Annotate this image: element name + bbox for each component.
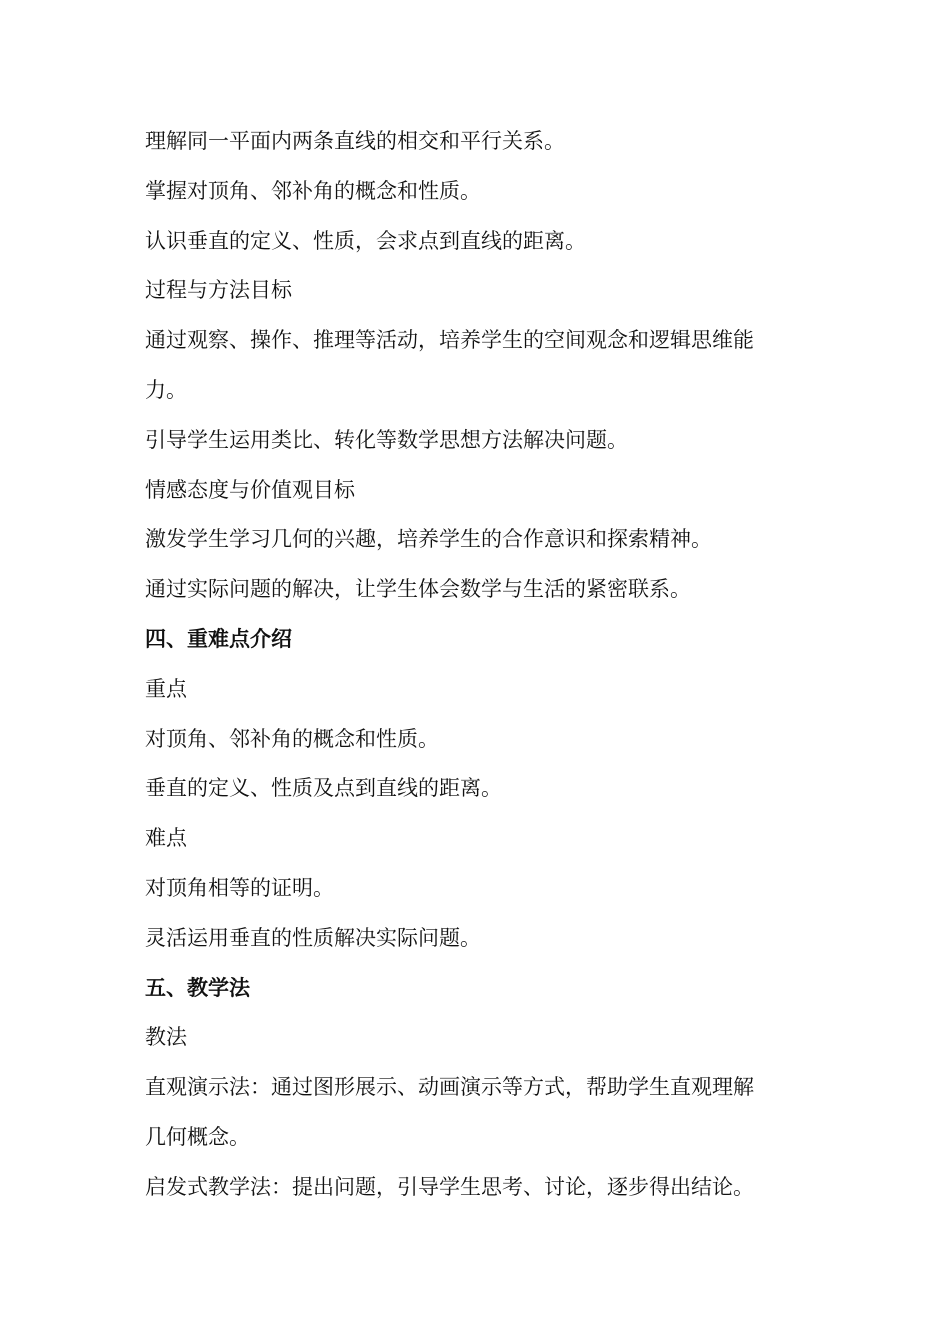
text-line: 通过观察、操作、推理等活动，培养学生的空间观念和逻辑思维能 [145,328,754,353]
text-line: 引导学生运用类比、转化等数学思想方法解决问题。 [145,427,628,452]
text-line: 过程与方法目标 [145,278,292,303]
text-line: 垂直的定义、性质及点到直线的距离。 [145,776,502,801]
text-line: 掌握对顶角、邻补角的概念和性质。 [145,178,481,203]
text-line: 启发式教学法：提出问题，引导学生思考、讨论，逐步得出结论。 [145,1174,754,1199]
document-body [145,117,825,1213]
section-heading: 四、重难点介绍 [145,626,292,651]
text-line: 理解同一平面内两条直线的相交和平行关系。 [145,129,565,153]
text-line: 难点 [145,826,187,851]
text-line: 力。 [145,377,187,402]
text-line: 情感态度与价值观目标 [145,477,355,502]
text-line: 几何概念。 [145,1124,250,1149]
text-line: 通过实际问题的解决，让学生体会数学与生活的紧密联系。 [145,577,691,602]
text-line: 直观演示法：通过图形展示、动画演示等方式，帮助学生直观理解 [145,1075,754,1100]
text-line: 灵活运用垂直的性质解决实际问题。 [145,925,481,950]
text-line: 激发学生学习几何的兴趣，培养学生的合作意识和探索精神。 [145,527,712,552]
section-heading: 五、教学法 [145,975,250,1000]
text-line: 重点 [145,676,187,701]
text-line: 教法 [145,1025,187,1050]
text-line: 对顶角相等的证明。 [145,875,334,900]
text-line: 对顶角、邻补角的概念和性质。 [145,726,439,751]
text-line: 认识垂直的定义、性质，会求点到直线的距离。 [145,228,586,253]
